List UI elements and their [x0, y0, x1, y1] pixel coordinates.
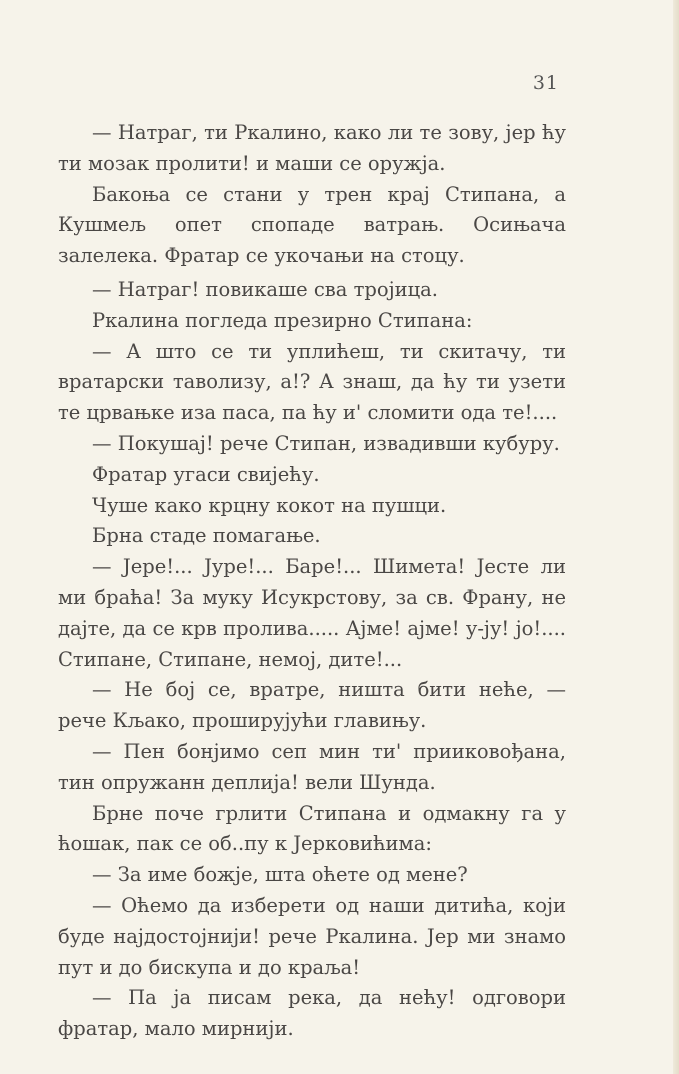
page-edge: [673, 0, 679, 1074]
paragraph: — Пен бонјимо сеп мин ти' прииковођана, тин опружанн деплија! вели Шунда.: [58, 739, 566, 794]
paragraph: — Не бој се, вратре, ништа бити неће, — рече Кљако, проширујући главињу.: [58, 678, 566, 733]
paragraph: — Покушај! рече Стипан, извадивши кубуру.: [92, 431, 560, 455]
page-number: 31: [532, 72, 559, 94]
paragraph: Брна стаде помагање.: [92, 524, 321, 548]
paragraph: — Натраг, ти Ркалино, како ли те зову, јер ћу ти мозак пролити! и маши се оружја.: [58, 121, 566, 175]
paragraph: — Натраг! повикаше сва тројица.: [92, 277, 439, 301]
paragraph: — За име божје, шта оћете од мене?: [92, 863, 468, 887]
paragraph: — А што се ти уплићеш, ти скитачу, ти вратарски таволизу, а!? А знаш, да ћу ти узети те црвањке иза паса, па ћу и' сломити ода те!....: [58, 339, 566, 425]
paragraph: Брне поче грлити Стипана и одмакну га у ћошак, пак се об..пу к Јерковићима:: [58, 801, 566, 856]
body-text: [58, 118, 566, 1045]
paragraph: Фратар угаси свијећу.: [92, 462, 320, 486]
paragraph: Бакоња се стани у трен крај Стипана, а Кушмељ опет спопаде ватрањ. Осињача залелека. Фратар се укочањи на стоцу.: [58, 182, 566, 268]
paragraph: — Па ја писам река, да нећу! одговори фратар, мало мирнији.: [58, 986, 566, 1041]
paragraph: — Оћемо да изберети од наши дитића, који буде најдостојнији! рече Ркалина. Јер ми знамо пут и до бискупа и до краља!: [58, 893, 566, 979]
paragraph: — Јере!... Јуре!... Баре!... Шимета! Јесте ли ми браћа! За муку Исукрстову, за св. Франу, не дајте, да се крв пролива..... Ајме! ајме! у-ју! јо!.... Стипане, Стипане, немој, дите!...: [58, 555, 566, 671]
paragraph: Ркалина погледа презирно Стипана:: [92, 308, 473, 332]
paragraph: Чуше како крцну кокот на пушци.: [92, 493, 447, 517]
